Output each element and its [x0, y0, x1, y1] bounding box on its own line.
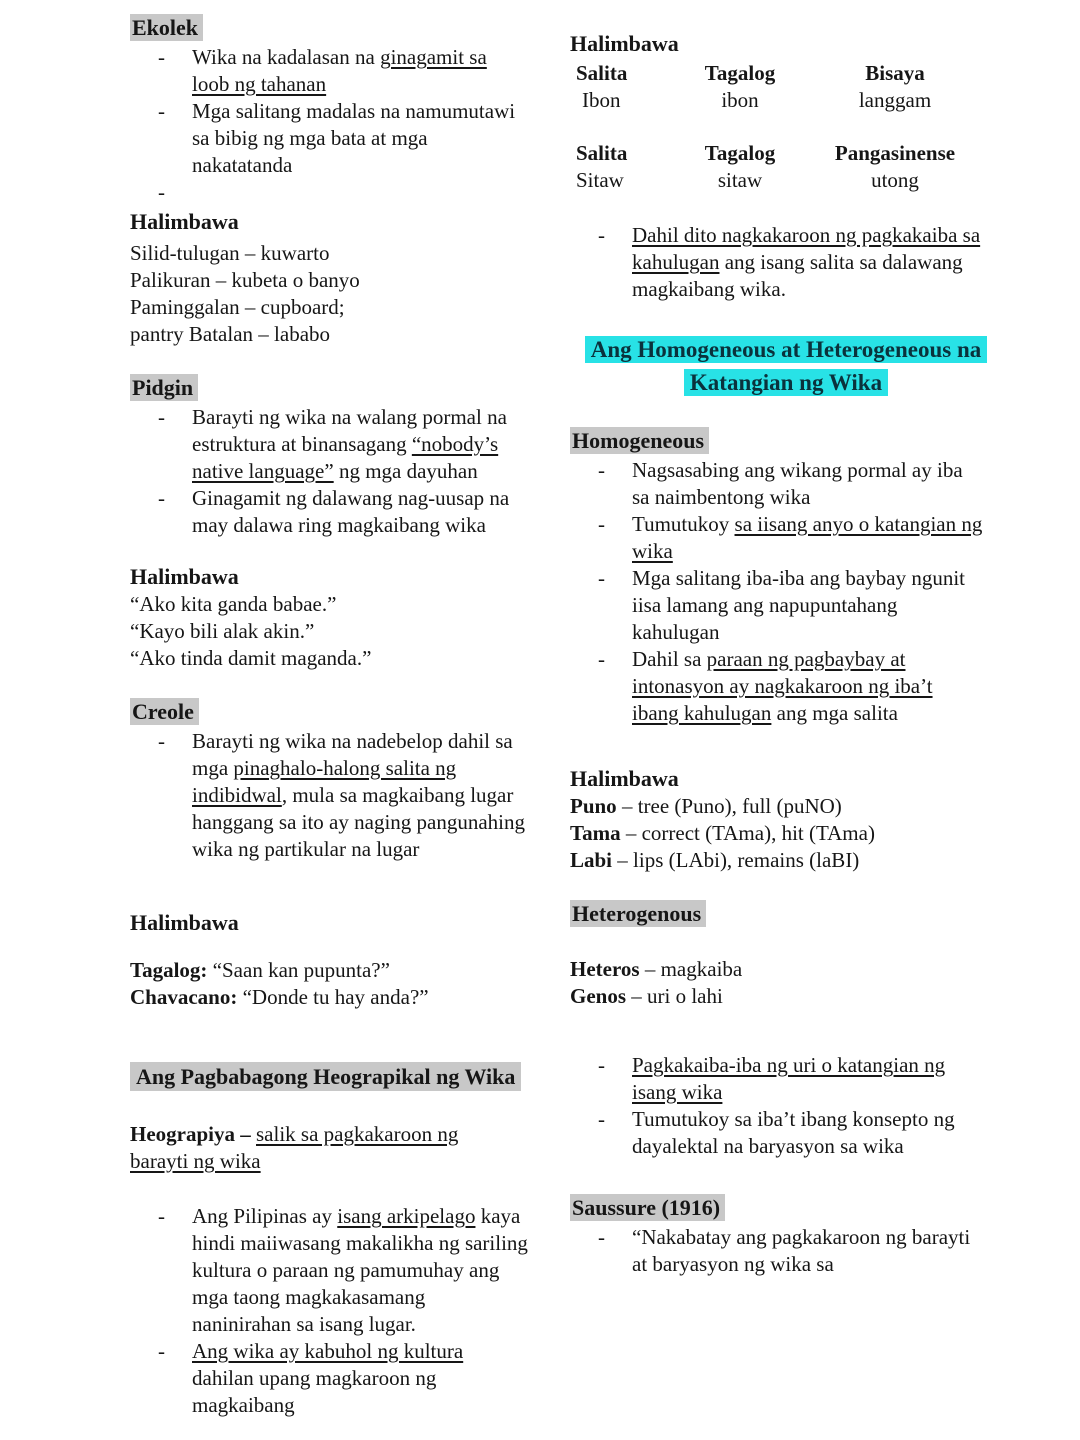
dash-bullet: [598, 222, 632, 303]
heading-ekolek: Ekolek: [130, 14, 552, 42]
definition-heteros: Heteros – magkaiba: [570, 957, 743, 981]
heading-homogeneous: Homogeneous: [570, 427, 1002, 455]
heading-halimbawa-tables: Halimbawa: [570, 31, 679, 56]
pidgin-bullet-1: - Barayti ng wika na walang pormal na estruktura at binansagang “nobody’s native language” ng mga dayuhan: [158, 404, 552, 485]
example-line: Silid-tulugan – kuwarto: [130, 241, 330, 265]
dash-bullet: [158, 1203, 192, 1338]
right-column: [570, 30, 1002, 1278]
dash-bullet: [158, 44, 192, 98]
example-line-labi: Labi – lips (LAbi), remains (laBI): [570, 848, 860, 872]
heading-creole: Creole: [130, 698, 552, 726]
table-header: Salita: [576, 61, 628, 85]
heading-saussure: Saussure (1916): [570, 1194, 1002, 1222]
tables-conclusion-bullet: - Dahil dito nagkakaroon ng pagkakaiba sa kahulugan ang isang salita sa dalawang magkaibang wika.: [598, 222, 1002, 303]
ekolek-bullet-1: - Wika na kadalasan na ginagamit sa loob ng tahanan: [158, 44, 552, 98]
heading-pidgin: Pidgin: [130, 374, 552, 402]
table-header: Tagalog: [704, 61, 776, 85]
dash-bullet: [598, 511, 632, 565]
dash-bullet: [598, 1224, 632, 1278]
example-line: Paminggalan – cupboard;: [130, 295, 345, 319]
table-cell: langgam: [858, 88, 932, 112]
dash-bullet: [158, 485, 192, 539]
example-line-tagalog: Tagalog: “Saan kan pupunta?”: [130, 958, 390, 982]
dash-bullet: [158, 98, 192, 179]
dash-bullet: [598, 457, 632, 511]
dash-bullet: [158, 728, 192, 863]
table-header: Salita: [576, 141, 628, 165]
heading-homogeneous-heterogeneous: Ang Homogeneous at Heterogeneous na Katangian ng Wika: [570, 333, 1002, 399]
word-comparison-table-bisaya: [572, 60, 1002, 114]
table-header: Pangasinense: [834, 141, 956, 165]
table-cell: Ibon: [582, 88, 621, 112]
dash-bullet: [158, 404, 192, 485]
example-line: “Ako tinda damit maganda.”: [130, 646, 372, 670]
homogeneous-bullet-1: - Nagsasabing ang wikang pormal ay iba sa naimbentong wika: [598, 457, 1002, 511]
dash-bullet: [598, 646, 632, 727]
example-line-puno: Puno – tree (Puno), full (puNO): [570, 794, 842, 818]
heterogenous-bullet-2: - Tumutukoy sa iba’t ibang konsepto ng dayalektal na baryasyon sa wika: [598, 1106, 1002, 1160]
table-cell: Sitaw: [576, 168, 624, 192]
example-line: “Ako kita ganda babae.”: [130, 592, 337, 616]
example-line: pantry Batalan – lababo: [130, 322, 331, 346]
table-cell: ibon: [721, 88, 759, 112]
heograpiya-definition: Heograpiya – salik sa pagkakaroon ng barayti ng wika: [130, 1122, 459, 1173]
heading-halimbawa-creole: Halimbawa: [130, 910, 239, 935]
homogeneous-bullet-2: - Tumutukoy sa iisang anyo o katangian ng wika: [598, 511, 1002, 565]
word-comparison-table-pangasinense: [572, 140, 1002, 194]
dash-bullet: [158, 1338, 192, 1419]
example-line-tama: Tama – correct (TAma), hit (TAma): [570, 821, 875, 845]
heograpikal-bullet-1: - Ang Pilipinas ay isang arkipelago kaya hindi maiiwasang makalikha ng sariling kultura o paraan ng pamumuhay ang mga taong magkakasamang naninirahan sa isang lugar.: [158, 1203, 552, 1338]
dash-bullet: [598, 1052, 632, 1106]
heograpikal-bullet-2: - Ang wika ay kabuhol ng kultura dahilan upang magkaroon ng magkaibang: [158, 1338, 552, 1419]
pidgin-bullet-2: - Ginagamit ng dalawang nag-uusap na may dalawa ring magkaibang wika: [158, 485, 552, 539]
left-column: [130, 14, 552, 1419]
heading-heterogenous: Heterogenous: [570, 900, 1002, 928]
heading-halimbawa-pidgin: Halimbawa: [130, 564, 239, 589]
table-header: Bisaya: [865, 61, 925, 85]
heading-halimbawa-stress: Halimbawa: [570, 766, 679, 791]
example-line-chavacano: Chavacano: “Donde tu hay anda?”: [130, 985, 429, 1009]
table-header: Tagalog: [704, 141, 776, 165]
ekolek-bullet-empty: [158, 179, 552, 206]
definition-genos: Genos – uri o lahi: [570, 984, 723, 1008]
homogeneous-bullet-3: - Mga salitang iba-iba ang baybay ngunit iisa lamang ang napupuntahang kahulugan: [598, 565, 1002, 646]
table-cell: sitaw: [717, 168, 763, 192]
table-cell: utong: [871, 168, 919, 192]
dash-bullet: [598, 1106, 632, 1160]
example-line: “Kayo bili alak akin.”: [130, 619, 315, 643]
ekolek-bullet-2: - Mga salitang madalas na namumutawi sa bibig ng mga bata at mga nakatatanda: [158, 98, 552, 179]
dash-bullet: [158, 179, 192, 206]
homogeneous-bullet-4: - Dahil sa paraan ng pagbaybay at intonasyon ay nagkakaroon ng iba’t ibang kahulugan ang mga salita: [598, 646, 1002, 727]
example-line: Palikuran – kubeta o banyo: [130, 268, 360, 292]
heterogenous-bullet-1: - Pagkakaiba-iba ng uri o katangian ng isang wika: [598, 1052, 1002, 1106]
creole-bullet-1: - Barayti ng wika na nadebelop dahil sa mga pinaghalo-halong salita ng indibidwal, mula sa magkaibang lugar hanggang sa ito ay naging pangunahing wika ng partikular na lugar: [158, 728, 552, 863]
heading-halimbawa-ekolek: Halimbawa: [130, 209, 239, 234]
dash-bullet: [598, 565, 632, 646]
saussure-bullet-1: - “Nakabatay ang pagkakaroon ng barayti at baryasyon ng wika sa: [598, 1224, 1002, 1278]
heading-heograpikal: Ang Pagbabagong Heograpikal ng Wika: [130, 1063, 552, 1091]
